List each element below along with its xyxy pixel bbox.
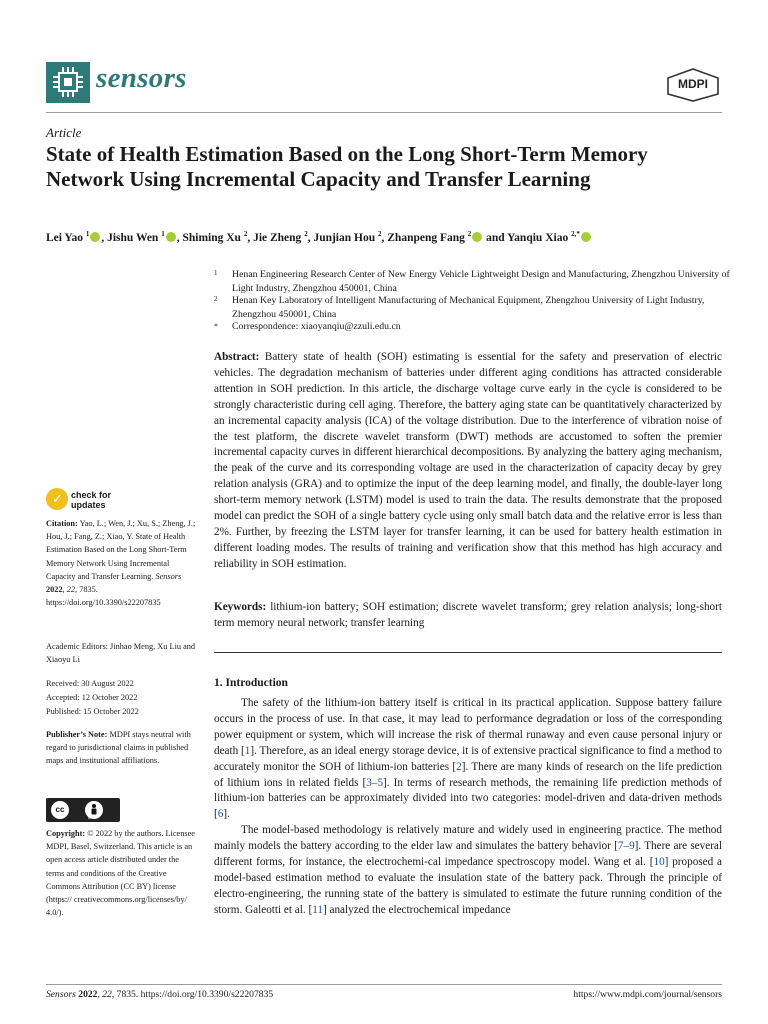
section-heading: 1. Introduction [214, 677, 288, 689]
copyright-label: Copyright: [46, 829, 86, 838]
keywords-label: Keywords: [214, 601, 267, 613]
footer-doi[interactable]: , 7835. https://doi.org/10.3390/s22207835 [111, 989, 274, 1000]
keywords-text: lithium-ion battery; SOH estimation; discrete wavelet transform; grey relation analysis; long-short term memory neural network; transfer learning [214, 601, 722, 629]
abstract-label: Abstract: [214, 351, 260, 363]
author-affil-sup: 2 [304, 230, 308, 238]
article-title: State of Health Estimation Based on the Long Short-Term Memory Network Using Incremental Capacity and Transfer Learning [46, 142, 648, 191]
affiliation-number: * [214, 322, 218, 331]
author[interactable]: Jie Zheng [253, 231, 302, 244]
publisher-logo[interactable] [666, 68, 720, 102]
publisher-name: MDPI [678, 77, 708, 91]
affiliation-text: Henan Key Laboratory of Intelligent Manufacturing of Mechanical Equipment, Zhengzhou University of Light Industry, Zhengzhou 450001, China [232, 295, 705, 320]
reference-link[interactable]: 3–5 [366, 776, 384, 789]
citation-text: Yao, L.; Wen, J.; Xu, S.; Zheng, J.; Hou, J.; Fang, Z.; Xiao, Y. State of Health Estimation Based on the Long Short-Term Memory Network Using Incremental Capacity and Transfer Learning. [46, 519, 196, 581]
copyright-block [46, 827, 198, 919]
published-date: Published: 15 October 2022 [46, 707, 139, 716]
author-affil-sup: 2 [243, 230, 248, 238]
paragraph [214, 823, 722, 918]
affiliation [214, 294, 732, 322]
text-run: ]. There are several different forms, for instance, the electrochemi-cal impedance spectroscopy model. Wang et al. [ [214, 840, 723, 869]
author[interactable]: Shiming Xu [182, 231, 241, 244]
author[interactable]: Lei Yao [46, 231, 83, 244]
text-run: ]. In terms of research methods, the remaining life prediction methods of lithium-ion batteries can be approximately divided into two categories: model-driven and data-driven methods [ [214, 776, 722, 821]
citation-doi[interactable]: , 7835. https://doi.org/10.3390/s22207835 [46, 585, 161, 608]
reference-link[interactable]: 7–9 [617, 840, 635, 853]
author[interactable]: Yanqiu Xiao [507, 231, 569, 244]
author[interactable]: Jishu Wen [107, 231, 159, 244]
author-affil-sup: 1 [161, 230, 165, 238]
reference-link[interactable]: 2 [456, 760, 462, 773]
orcid-icon[interactable] [472, 232, 482, 242]
paragraph [214, 696, 722, 823]
affiliation [214, 320, 732, 334]
publisher-note-label: Publisher’s Note: [46, 730, 108, 739]
reference-link[interactable]: 10 [653, 856, 665, 869]
correspondence[interactable]: Correspondence: xiaoyanqiu@zzuli.edu.cn [232, 321, 401, 332]
citation-journal: Sensors [155, 571, 182, 581]
article-type: Article [46, 125, 82, 140]
reference-link[interactable]: 6 [217, 808, 224, 821]
academic-editors: Academic Editors: Jinhao Meng, Xu Liu and Xiaoyu Li [46, 642, 196, 665]
footer-divider [46, 984, 722, 985]
section-divider [214, 652, 722, 653]
affiliation-text: Henan Engineering Research Center of New Energy Vehicle Lightweight Design and Manufacturing, Zhengzhou University of Light Industry, Zhengzhou 450001, China [232, 269, 730, 294]
journal-logo [46, 62, 90, 103]
author-affil-sup: 2,* [571, 230, 580, 238]
orcid-icon[interactable] [90, 232, 100, 242]
author-list: Lei Yao $^1$ , Jishu Wen $^1$ , Shiming Xu $^2$, Jie Zheng $^2$, Junjian Hou $^2$, Zhanpeng Fang $^2$ and Yanqiu Xiao $^{2,*}$ [46, 226, 746, 246]
text-run: ]. There are many kinds of research on the life prediction of lithium ions in related fields [ [214, 760, 723, 789]
footer-year: 2022 [78, 989, 98, 1000]
abstract-text: Battery state of health (SOH) estimating is essential for the safety and preservation of electric vehicles. The degradation mechanism of batteries under different aging conditions has attracted considerable attention in SOH prediction. In this article, the discharge voltage curve early in the cycle is considered to be strongly characteristic during cell aging. Therefore, the battery aging state can be quantitatively characterized by an incremental capacity analysis (ICA) of the voltage distribution. Due to the interference of vibration noise of the test platform, the discrete wavelet transform (DWT) methods are accustomed to soften the premier incremental capacity curves in different hierarchical decompositions. By analyzing the battery aging mechanism, the peak of the curve and its corresponding voltage are used in the characterization of capacity decay by grey relation analysis (GRA) and to optimize the input of the deep learning model, and finally, the double-layer long short-term memory network (LSTM) model is used to train the data. The results demonstrate that the proposed model can predict the SOH of a single battery cycle using only small batch data and the relative error is less than 2%. Further, by freezing the LSTM layer for transfer learning, it can be used for battery health estimation in different loading modes. The results of training and verification show that this method has high accuracy and reliability in SOH estimation. [214, 351, 722, 570]
footer-volume: 22 [102, 989, 112, 1000]
author-affil-sup: 2 [378, 230, 382, 238]
footer-citation: Sensors 2022, 22, 7835. https://doi.org/10.3390/s22207835 [46, 989, 274, 1000]
publisher-note-text: MDPI stays neutral with regard to jurisdictional claims in published maps and institutional affiliations. [46, 730, 191, 766]
by-label: BY [88, 815, 95, 821]
received-date: Received: 30 August 2022 [46, 679, 134, 688]
footer-journal: Sensors [46, 989, 76, 1000]
journal-url[interactable]: https://www.mdpi.com/journal/sensors [573, 989, 722, 1000]
keywords [214, 600, 722, 632]
orcid-icon[interactable] [166, 232, 176, 242]
citation-label: Citation: [46, 519, 78, 528]
reference-link[interactable]: 1 [244, 744, 251, 757]
creative-commons-icon: cc [51, 801, 69, 819]
citation-block: Citation: Yao, L.; Wen, J.; Xu, S.; Zheng, J.; Hou, J.; Fang, Z.; Xiao, Y. State of Health Estimation Based on the Long Short-Term Memory Network Using Incremental Capacity and Transfer Learning. Sensors 2022, 22, 7835. https://doi.org/10.3390/s22207835 [46, 519, 196, 608]
reference-link[interactable]: 11 [312, 903, 323, 916]
author[interactable]: Junjian Hou [313, 231, 376, 244]
header-divider [46, 112, 722, 113]
author-affil-sup: 1 [85, 230, 90, 238]
chip-icon [46, 62, 90, 103]
affiliation-number: 2 [214, 295, 218, 303]
author-affil-sup: 2 [467, 230, 472, 238]
checkmark-icon: ✓ [52, 491, 63, 506]
text-run: ]. [223, 808, 230, 821]
orcid-icon[interactable] [581, 232, 591, 242]
affiliation [214, 268, 732, 296]
affiliation-number: 1 [214, 269, 218, 277]
citation-volume: 22 [66, 585, 76, 595]
copyright-text: © 2022 by the authors. Licensee MDPI, Basel, Switzerland. This article is an open access article distributed under the terms and conditions of the Creative Commons Attribution (CC BY) license (https:// creativecommons.org/licenses/by/ 4.0/). [46, 829, 195, 918]
author[interactable]: Zhanpeng Fang [387, 231, 465, 244]
publisher-note [46, 728, 198, 768]
text-run: The safety of the lithium-ion battery itself is critical in its practical application. Suppose battery failure occurs in the process of use. In that case, it may lead to performance degradation or loss of the corresponding power equipment or system, which will increase the risk of thermal runaway and even cause personal injury or death [ [214, 697, 722, 757]
text-run: ]. Therefore, as an ideal energy storage device, it is of extensive practical significance to find a method to accurately monitor the SOH of lithium-ion batteries [ [214, 744, 722, 773]
check-updates-line1[interactable]: check for [71, 490, 112, 500]
introduction-body [214, 696, 722, 919]
text-run: ] proposed a model-based estimation method to evaluate the insulation state of the battery pack. Through the principle of electro-engineering, the running state of the battery is simulated to estimate the future running condition of the storm. Galeotti et al. [ [214, 856, 722, 916]
journal-name[interactable]: sensors [96, 62, 187, 94]
citation-year: 2022 [46, 585, 63, 595]
text-run: The model-based methodology is relatively mature and widely used in engineering practice. The method mainly models the battery according to the elder law and simulates the battery behavior [ [214, 824, 722, 853]
accepted-date: Accepted: 12 October 2022 [46, 693, 138, 702]
check-updates-line2[interactable]: updates [71, 500, 106, 510]
abstract [214, 350, 722, 573]
text-run: ] analyzed the electrochemical impedance [322, 903, 511, 916]
